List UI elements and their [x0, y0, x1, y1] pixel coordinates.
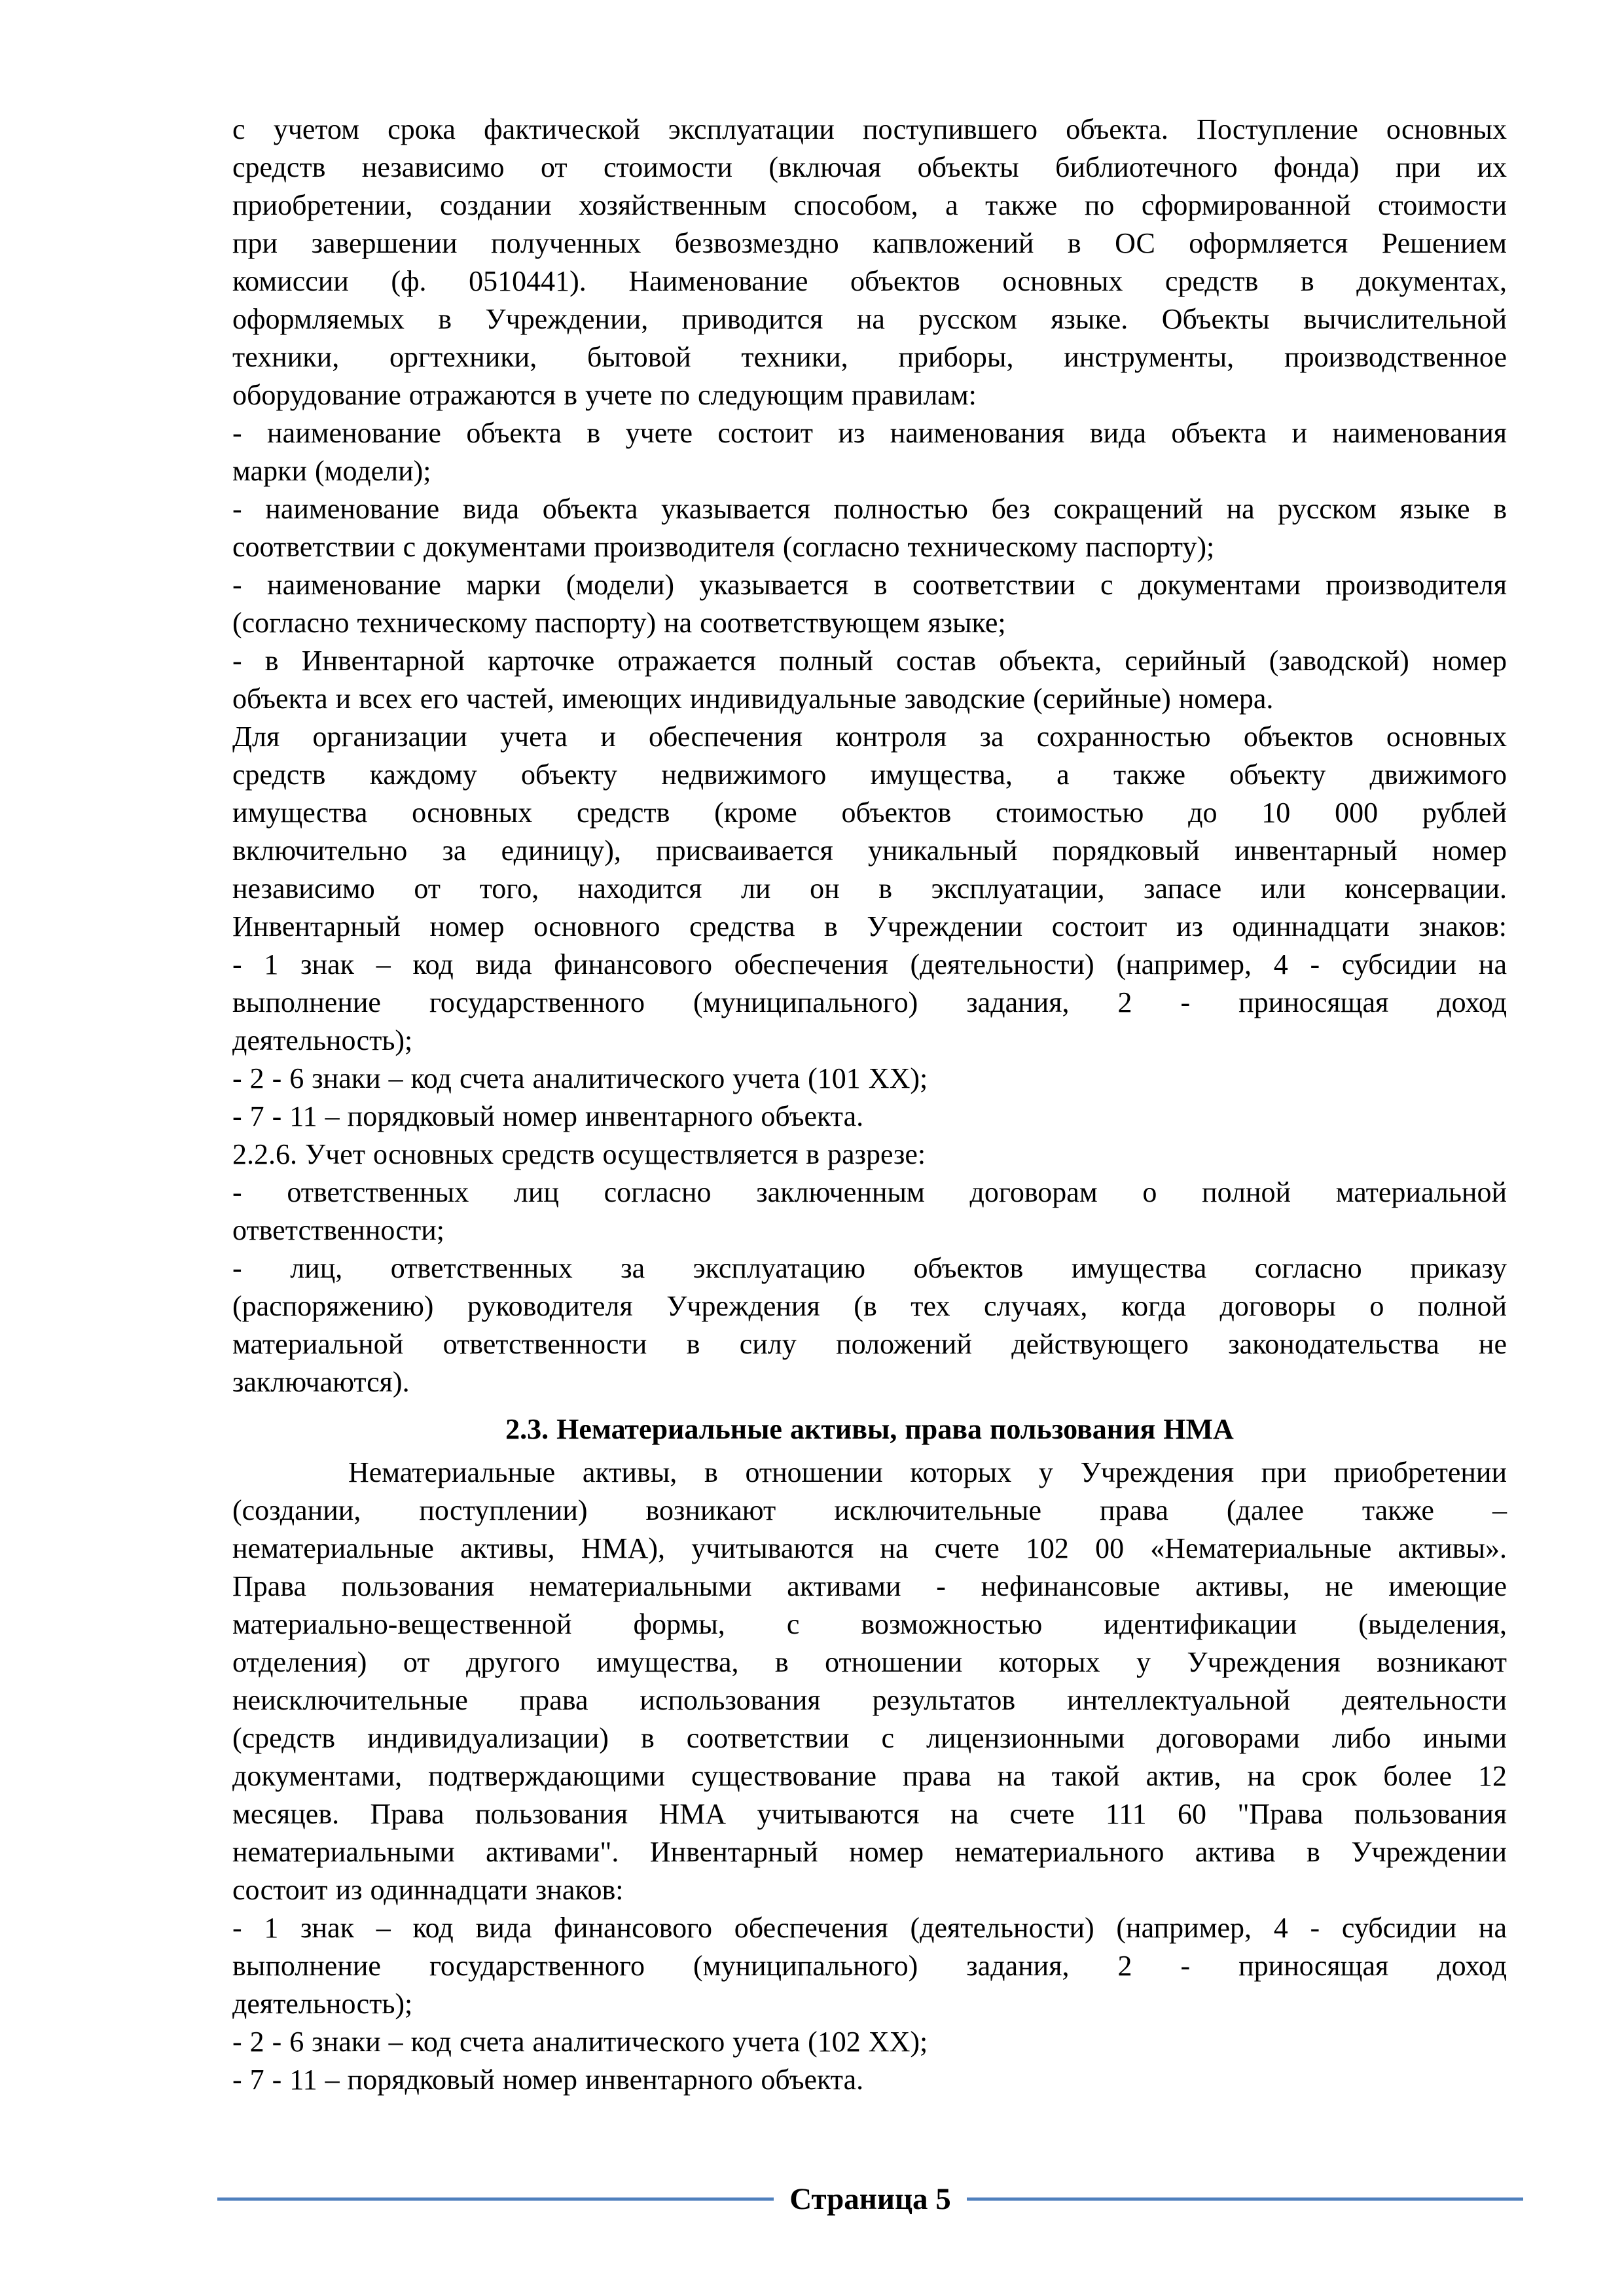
text-line: - 7 - 11 – порядковый номер инвентарного объекта.	[232, 2064, 864, 2096]
footer-rule-left	[217, 2197, 774, 2201]
text-line: - наименование марки (модели) указывается в соответствии с документами производителя	[232, 569, 1507, 601]
text-line: комиссии (ф. 0510441). Наименование объектов основных средств в документах,	[232, 265, 1507, 297]
text-line: - 7 - 11 – порядковый номер инвентарного объекта.	[232, 1100, 864, 1132]
text-line: состоит из одиннадцати знаков:	[232, 1874, 624, 1906]
text-line: выполнение государственного (муниципального) задания, 2 - приносящая доход	[232, 986, 1507, 1018]
text-line: заключаются).	[232, 1366, 410, 1398]
text-line: ответственности;	[232, 1214, 444, 1246]
text-line: имущества основных средств (кроме объектов стоимостью до 10 000 рублей	[232, 797, 1507, 829]
text-line: - 1 знак – код вида финансового обеспечения (деятельности) (например, 4 - субсидии на	[232, 948, 1507, 980]
text-line: независимо от того, находится ли он в эксплуатации, запасе или консервации.	[232, 872, 1507, 905]
text-line: оформляемых в Учреждении, приводится на русском языке. Объекты вычислительной	[232, 303, 1507, 335]
text-line: материальной ответственности в силу положений действующего законодательства не	[232, 1328, 1507, 1360]
text-line: 2.2.6. Учет основных средств осуществляется в разрезе:	[232, 1138, 926, 1170]
text-line: (создании, поступлении) возникают исключительные права (далее также –	[232, 1494, 1507, 1526]
text-line: Для организации учета и обеспечения контроля за сохранностью объектов основных	[232, 721, 1507, 753]
text-line: - 2 - 6 знаки – код счета аналитического учета (101 ХХ);	[232, 1062, 928, 1094]
text-line: марки (модели);	[232, 455, 431, 487]
text-line: приобретении, создании хозяйственным способом, а также по сформированной стоимости	[232, 189, 1507, 221]
text-line: - в Инвентарной карточке отражается полный состав объекта, серийный (заводской) номер	[232, 645, 1507, 677]
text-line: нематериальными активами". Инвентарный номер нематериального актива в Учреждении	[232, 1836, 1507, 1868]
text-line: нематериальные активы, НМА), учитываются на счете 102 00 «Нематериальные активы».	[232, 1532, 1507, 1564]
document-body	[232, 111, 1507, 2099]
text-line: выполнение государственного (муниципального) задания, 2 - приносящая доход	[232, 1950, 1507, 1982]
text-line: (распоряжению) руководителя Учреждения (в тех случаях, когда договоры о полной	[232, 1290, 1507, 1322]
text-line: оборудование отражаются в учете по следующим правилам:	[232, 379, 977, 411]
text-line: средств независимо от стоимости (включая объекты библиотечного фонда) при их	[232, 151, 1507, 183]
page-footer	[217, 2179, 1523, 2219]
text-line: Инвентарный номер основного средства в Учреждении состоит из одиннадцати знаков:	[232, 910, 1507, 942]
text-line: отделения) от другого имущества, в отношении которых у Учреждения возникают	[232, 1646, 1507, 1678]
text-line: соответствии с документами производителя (согласно техническому паспорту);	[232, 531, 1215, 563]
text-line: - наименование вида объекта указывается полностью без сокращений на русском языке в	[232, 493, 1507, 525]
text-line: неисключительные права использования результатов интеллектуальной деятельности	[232, 1684, 1507, 1716]
text-line: с учетом срока фактической эксплуатации поступившего объекта. Поступление основных	[232, 113, 1507, 145]
text-line: техники, оргтехники, бытовой техники, приборы, инструменты, производственное	[232, 341, 1507, 373]
text-line: - 2 - 6 знаки – код счета аналитического учета (102 ХХ);	[232, 2026, 928, 2058]
text-line: месяцев. Права пользования НМА учитываются на счете 111 60 "Права пользования	[232, 1798, 1507, 1830]
text-line: - лиц, ответственных за эксплуатацию объектов имущества согласно приказу	[232, 1252, 1507, 1284]
text-line: документами, подтверждающими существование права на такой актив, на срок более 12	[232, 1760, 1507, 1792]
text-line: Нематериальные активы, в отношении которых у Учреждения при приобретении	[348, 1456, 1507, 1488]
text-line: - ответственных лиц согласно заключенным договорам о полной материальной	[232, 1176, 1507, 1208]
section-heading: 2.3. Нематериальные активы, права пользования НМА	[505, 1413, 1234, 1445]
text-line: (средств индивидуализации) в соответствии с лицензионными договорами либо иными	[232, 1722, 1507, 1754]
text-line: материально-вещественной формы, с возможностью идентификации (выделения,	[232, 1608, 1507, 1640]
page-number-label: Страница 5	[789, 2182, 951, 2216]
footer-rule-right	[967, 2197, 1523, 2201]
text-line: объекта и всех его частей, имеющих индивидуальные заводские (серийные) номера.	[232, 683, 1274, 715]
text-line: при завершении полученных безвозмездно капвложений в ОС оформляется Решением	[232, 227, 1507, 259]
text-line: (согласно техническому паспорту) на соответствующем языке;	[232, 607, 1006, 639]
text-line: деятельность);	[232, 1988, 413, 2020]
text-line: включительно за единицу), присваивается уникальный порядковый инвентарный номер	[232, 834, 1507, 867]
text-line: - 1 знак – код вида финансового обеспечения (деятельности) (например, 4 - субсидии на	[232, 1912, 1507, 1944]
text-line: средств каждому объекту недвижимого имущества, а также объекту движимого	[232, 759, 1507, 791]
text-line: Права пользования нематериальными активами - нефинансовые активы, не имеющие	[232, 1570, 1507, 1602]
text-line: - наименование объекта в учете состоит из наименования вида объекта и наименования	[232, 417, 1507, 449]
text-line: деятельность);	[232, 1024, 413, 1056]
